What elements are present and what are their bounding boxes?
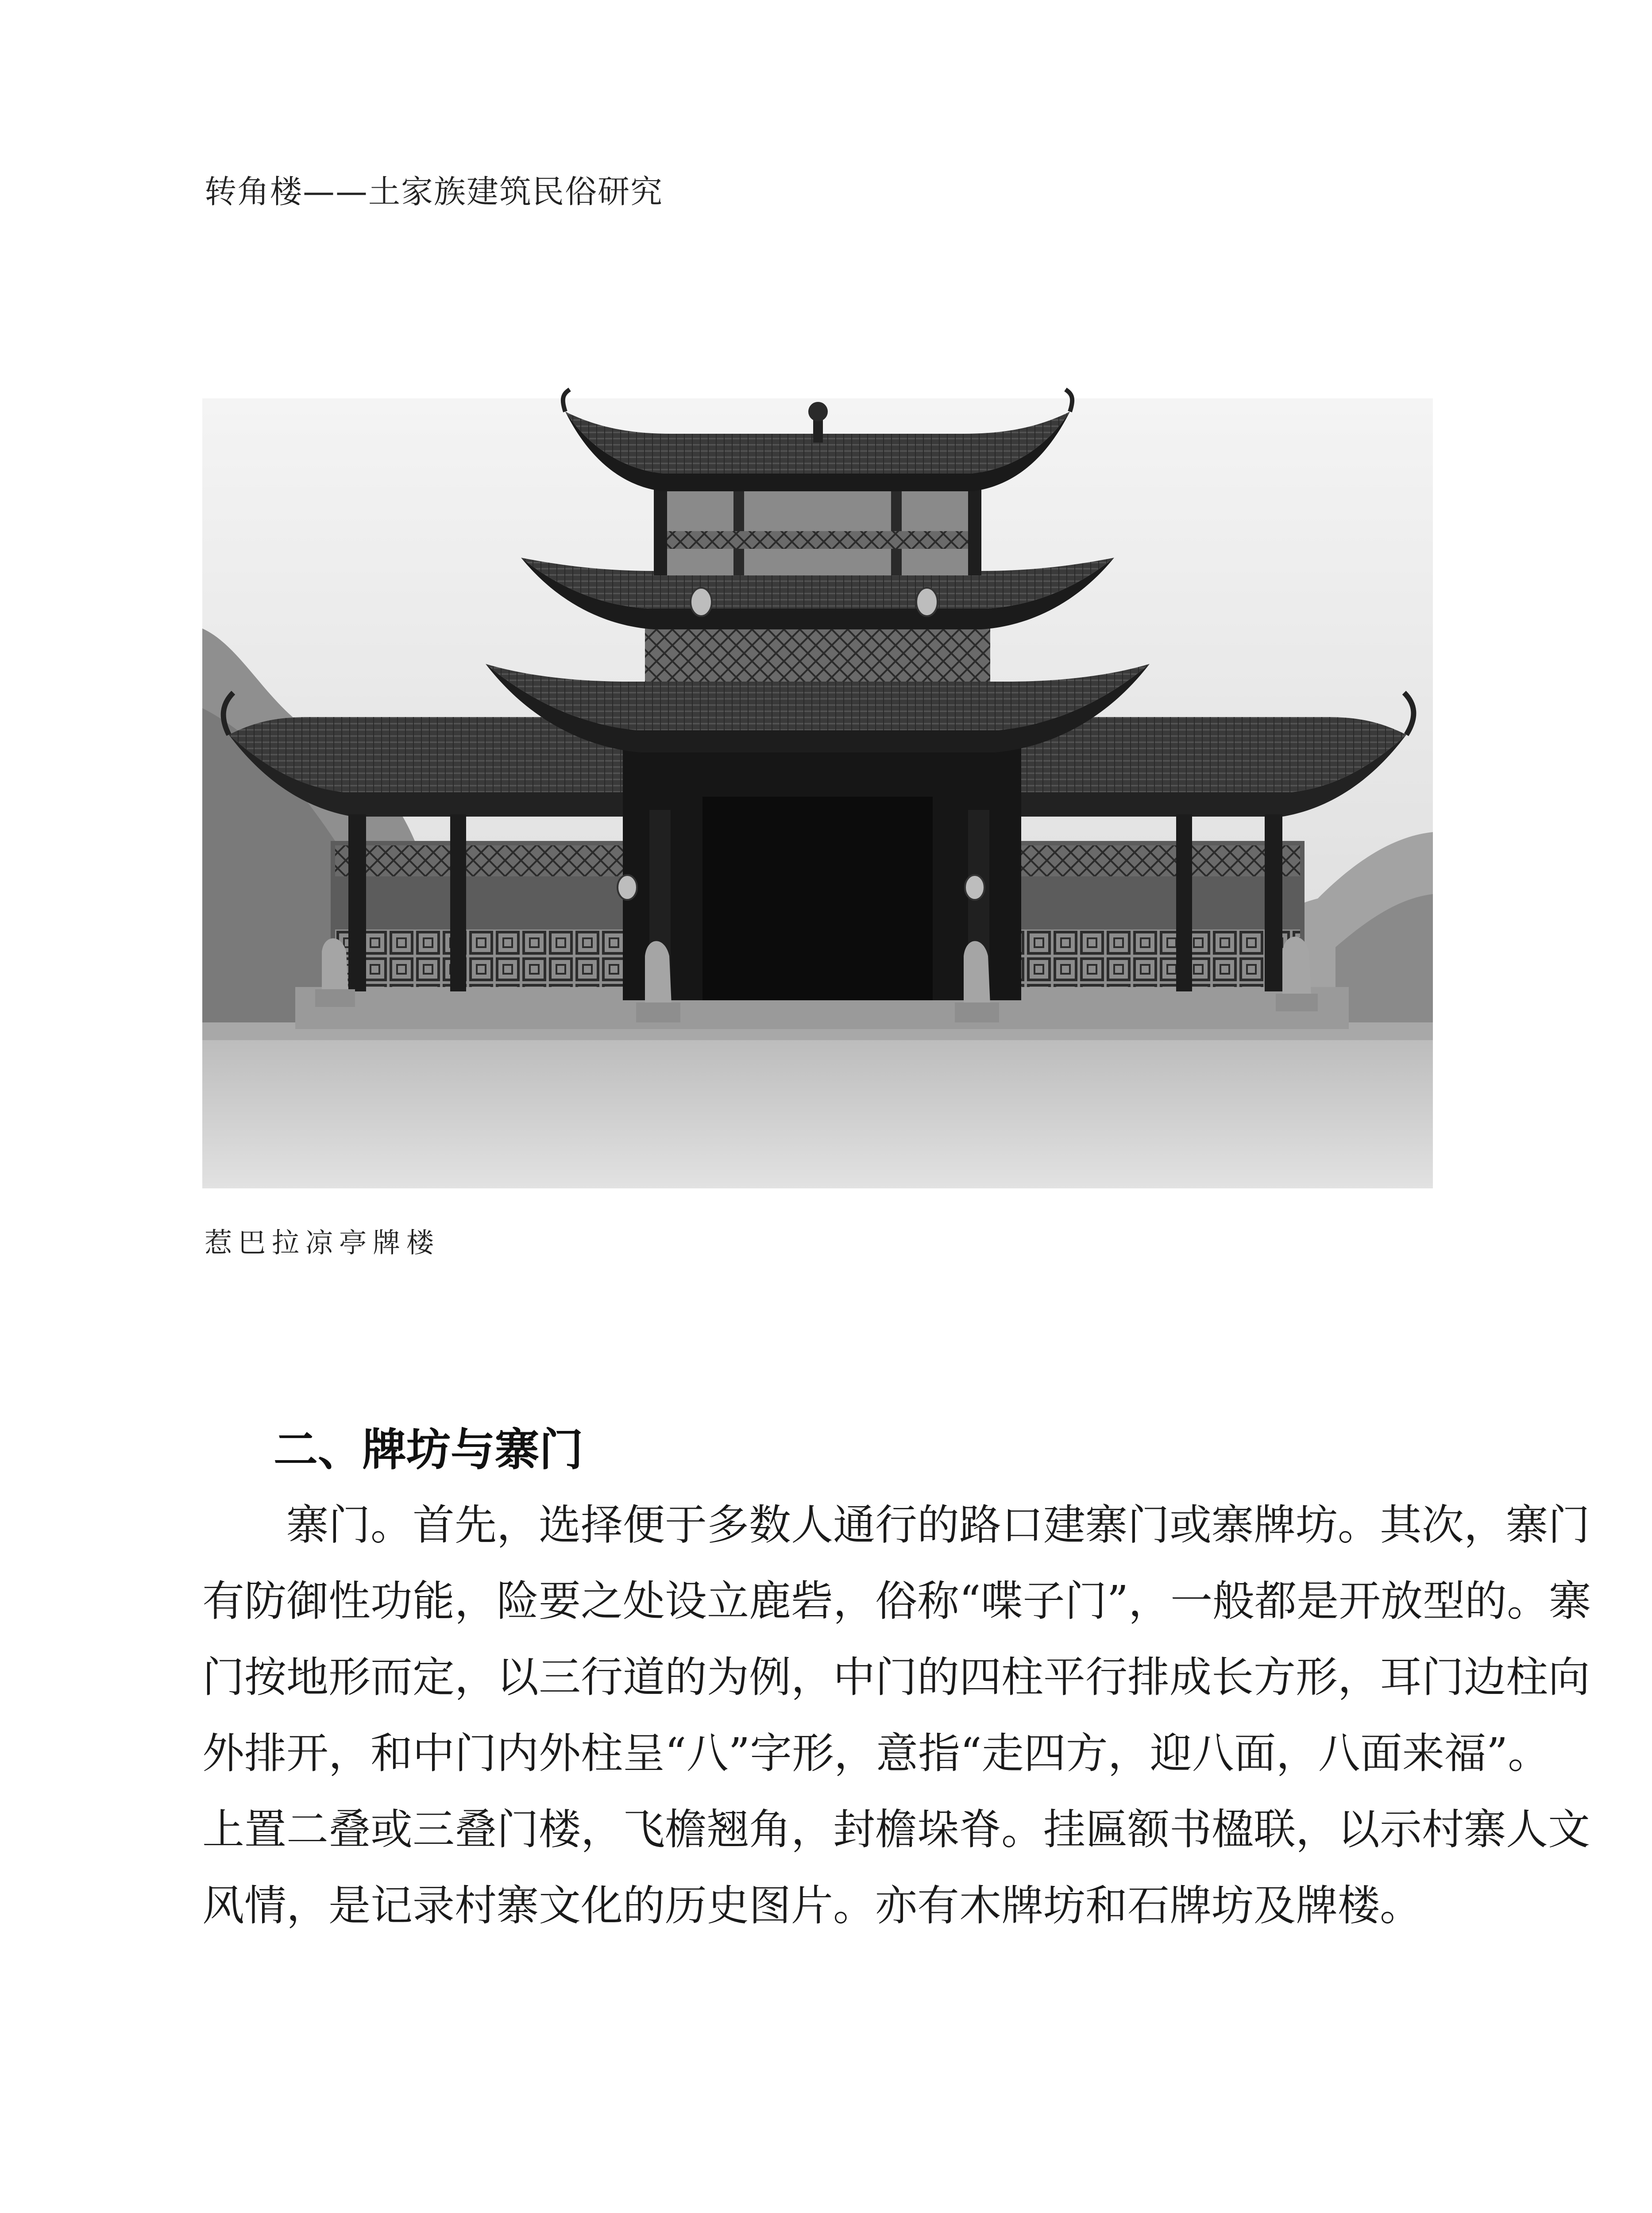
body-line: 外排开，和中门内外柱呈“八”字形，意指“走四方，迎八面，八面来福”。	[202, 1729, 1550, 1778]
section-heading: 二、牌坊与寨门	[274, 1423, 583, 1476]
pavilion-photo	[202, 398, 1433, 1188]
body-line: 门按地形而定，以三行道的为例，中门的四柱平行排成长方形，耳门边柱向	[202, 1653, 1590, 1702]
body-line: 上置二叠或三叠门楼，飞檐翘角，封檐垛脊。挂匾额书楹联，以示村寨人文	[202, 1805, 1590, 1854]
body-line: 寨门。首先，选择便于多数人通行的路口建寨门或寨牌坊。其次，寨门	[202, 1501, 1590, 1550]
figure-caption: 惹巴拉凉亭牌楼	[205, 1226, 440, 1259]
body-line: 风情，是记录村寨文化的历史图片。亦有木牌坊和石牌坊及牌楼。	[202, 1881, 1422, 1930]
body-line: 有防御性功能，险要之处设立鹿砦，俗称“喋子门”，一般都是开放型的。寨	[202, 1577, 1591, 1626]
body-paragraph	[202, 1487, 1591, 1944]
running-head: 转角楼——土家族建筑民俗研究	[205, 173, 664, 210]
